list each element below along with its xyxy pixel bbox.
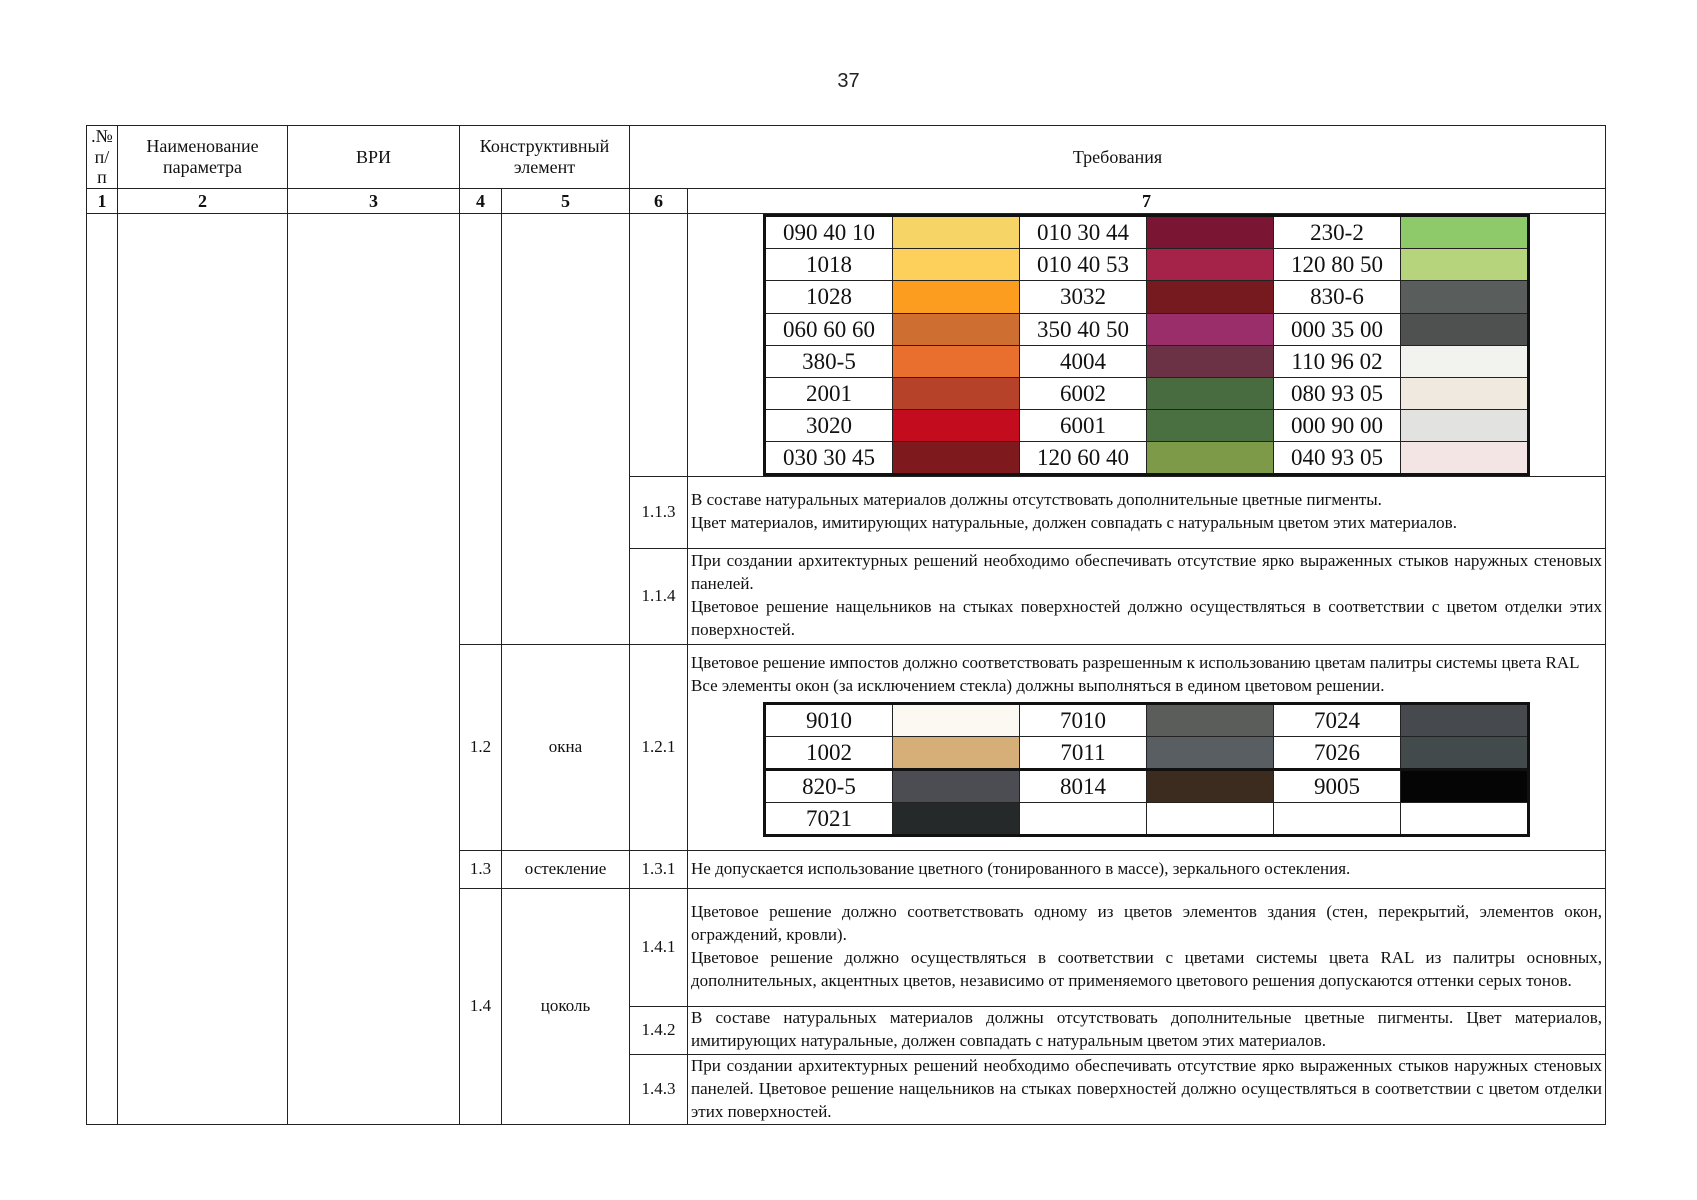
requirement-text: При создании архитектурных решений необходимо обеспечивать отсутствие ярко выраженных стыков наружных стеновых панелей. Цветовое решение нащельников на стыках поверхностей должно осуществляться в соответствии с цветом отделки этих поверхностей. — [688, 1054, 1606, 1124]
col-number: 2 — [118, 189, 288, 214]
color-swatch — [893, 737, 1020, 770]
column-number-row — [87, 189, 1606, 214]
color-swatch — [893, 216, 1020, 249]
color-swatch — [1147, 281, 1274, 313]
palette-row — [765, 281, 1529, 313]
color-palette-windows — [763, 702, 1530, 837]
color-code: 120 60 40 — [1020, 441, 1147, 474]
color-code: 090 40 10 — [765, 216, 893, 249]
color-swatch — [1147, 216, 1274, 249]
requirement-text — [688, 644, 1606, 850]
color-swatch — [1401, 737, 1529, 770]
element-number: 1.4 — [460, 888, 502, 1124]
element-name: цоколь — [502, 888, 630, 1124]
color-swatch — [893, 249, 1020, 281]
color-swatch — [893, 377, 1020, 409]
palette-row — [765, 737, 1529, 770]
palette-row — [765, 770, 1529, 803]
color-swatch — [1147, 441, 1274, 474]
color-swatch — [1401, 281, 1529, 313]
palette-row — [765, 803, 1529, 836]
table-row — [87, 214, 1606, 476]
empty-cell-element-name — [502, 214, 630, 644]
color-code: 6001 — [1020, 409, 1147, 441]
color-swatch — [1401, 441, 1529, 474]
color-code: 1028 — [765, 281, 893, 313]
color-code: 9005 — [1274, 770, 1401, 803]
color-code: 7024 — [1274, 704, 1401, 737]
color-swatch — [893, 281, 1020, 313]
requirement-line: Цвет материалов, имитирующих натуральные, должен совпадать с натуральным цветом этих материалов. — [691, 513, 1457, 533]
color-swatch — [1147, 377, 1274, 409]
requirement-line: В составе натуральных материалов должны отсутствовать дополнительные цветные пигменты. — [691, 490, 1382, 510]
color-code: 080 93 05 — [1274, 377, 1401, 409]
color-code: 030 30 45 — [765, 441, 893, 474]
color-code: 7010 — [1020, 704, 1147, 737]
item-number: 1.4.1 — [630, 888, 688, 1006]
color-swatch — [1147, 313, 1274, 345]
header-num: .№ п/п — [87, 126, 118, 189]
color-code — [1274, 803, 1401, 836]
color-code: 820-5 — [765, 770, 893, 803]
header-param: Наименование параметра — [118, 126, 288, 189]
color-code: 3020 — [765, 409, 893, 441]
element-number: 1.3 — [460, 850, 502, 888]
color-code: 7026 — [1274, 737, 1401, 770]
color-code: 6002 — [1020, 377, 1147, 409]
palette-cell — [688, 214, 1606, 476]
color-swatch — [1147, 409, 1274, 441]
item-number: 1.3.1 — [630, 850, 688, 888]
color-code: 040 93 05 — [1274, 441, 1401, 474]
color-code: 8014 — [1020, 770, 1147, 803]
color-code: 3032 — [1020, 281, 1147, 313]
color-swatch — [893, 345, 1020, 377]
color-swatch — [1401, 770, 1529, 803]
palette-row — [765, 313, 1529, 345]
col-number: 6 — [630, 189, 688, 214]
header-vri: ВРИ — [288, 126, 460, 189]
color-code: 2001 — [765, 377, 893, 409]
col-number: 5 — [502, 189, 630, 214]
requirement-text: Не допускается использование цветного (тонированного в массе), зеркального остекления. — [688, 850, 1606, 888]
col-number: 7 — [688, 189, 1606, 214]
color-palette-walls — [763, 214, 1530, 475]
requirement-line: Все элементы окон (за исключением стекла) должны выполняться в едином цветовом решении. — [691, 676, 1385, 696]
element-name: окна — [502, 644, 630, 850]
color-code: 000 35 00 — [1274, 313, 1401, 345]
palette-row — [765, 345, 1529, 377]
page-number: 37 — [837, 70, 860, 92]
col-number: 1 — [87, 189, 118, 214]
requirement-text: В составе натуральных материалов должны отсутствовать дополнительные цветные пигменты. Цвет материалов, имитирующих натуральные, должен совпадать с натуральным цветом этих материалов. — [688, 1006, 1606, 1054]
color-swatch — [1401, 377, 1529, 409]
header-row — [87, 126, 1606, 189]
color-code: 010 40 53 — [1020, 249, 1147, 281]
requirement-line: Цветовое решение должно осуществляться в соответствии с цветами системы цвета RAL из палитры основных, дополнительных, акцентных цветов, независимо от применяемого цветового решения допускаются оттенки серых тонов. — [691, 948, 1602, 991]
element-number: 1.2 — [460, 644, 502, 850]
requirement-text — [688, 888, 1606, 1006]
color-code — [1020, 803, 1147, 836]
color-swatch — [1147, 249, 1274, 281]
color-swatch — [1401, 216, 1529, 249]
requirement-line: Цветовое решение нащельников на стыках поверхностей должно осуществляться в соответствии с цветом отделки этих поверхностей. — [691, 597, 1602, 640]
color-code: 830-6 — [1274, 281, 1401, 313]
header-requirements: Требования — [630, 126, 1606, 189]
color-code: 9010 — [765, 704, 893, 737]
palette-row — [765, 377, 1529, 409]
color-code: 1018 — [765, 249, 893, 281]
color-code: 110 96 02 — [1274, 345, 1401, 377]
color-code: 7021 — [765, 803, 893, 836]
palette-row — [765, 441, 1529, 474]
requirement-text — [688, 476, 1606, 548]
color-swatch — [1147, 770, 1274, 803]
color-code: 000 90 00 — [1274, 409, 1401, 441]
requirements-table — [86, 125, 1606, 1125]
item-number: 1.4.2 — [630, 1006, 688, 1054]
color-code: 230-2 — [1274, 216, 1401, 249]
color-swatch — [893, 704, 1020, 737]
color-swatch — [1401, 409, 1529, 441]
color-swatch — [1401, 803, 1529, 836]
color-code: 060 60 60 — [765, 313, 893, 345]
palette-row — [765, 249, 1529, 281]
header-element: Конструктивный элемент — [460, 126, 630, 189]
item-number: 1.4.3 — [630, 1054, 688, 1124]
color-swatch — [1147, 345, 1274, 377]
color-swatch — [893, 313, 1020, 345]
color-swatch — [1147, 803, 1274, 836]
col-number: 3 — [288, 189, 460, 214]
item-number: 1.1.3 — [630, 476, 688, 548]
color-code: 380-5 — [765, 345, 893, 377]
empty-cell-num — [87, 214, 118, 1124]
color-code: 1002 — [765, 737, 893, 770]
palette-row — [765, 216, 1529, 249]
color-swatch — [1401, 345, 1529, 377]
color-code: 4004 — [1020, 345, 1147, 377]
color-swatch — [893, 409, 1020, 441]
color-swatch — [893, 803, 1020, 836]
color-swatch — [1147, 737, 1274, 770]
requirement-line: При создании архитектурных решений необходимо обеспечивать отсутствие ярко выраженных стыков наружных стеновых панелей. — [691, 551, 1602, 594]
requirement-line: Цветовое решение импостов должно соответствовать разрешенным к использованию цветам палитры системы цвета RAL — [691, 653, 1580, 673]
item-number: 1.2.1 — [630, 644, 688, 850]
item-number: 1.1.4 — [630, 548, 688, 644]
empty-cell-sub — [630, 214, 688, 476]
color-swatch — [1401, 249, 1529, 281]
requirement-line: Цветовое решение должно соответствовать одному из цветов элементов здания (стен, перекрытий, элементов окон, ограждений, кровли). — [691, 902, 1602, 945]
color-code: 7011 — [1020, 737, 1147, 770]
color-swatch — [1401, 704, 1529, 737]
empty-cell-element-num — [460, 214, 502, 644]
empty-cell-param — [118, 214, 288, 1124]
color-swatch — [1401, 313, 1529, 345]
color-swatch — [893, 770, 1020, 803]
palette-row — [765, 409, 1529, 441]
palette-row — [765, 704, 1529, 737]
color-code: 010 30 44 — [1020, 216, 1147, 249]
color-code: 350 40 50 — [1020, 313, 1147, 345]
col-number: 4 — [460, 189, 502, 214]
empty-cell-vri — [288, 214, 460, 1124]
color-code: 120 80 50 — [1274, 249, 1401, 281]
requirement-text — [688, 548, 1606, 644]
color-swatch — [1147, 704, 1274, 737]
element-name: остекление — [502, 850, 630, 888]
color-swatch — [893, 441, 1020, 474]
